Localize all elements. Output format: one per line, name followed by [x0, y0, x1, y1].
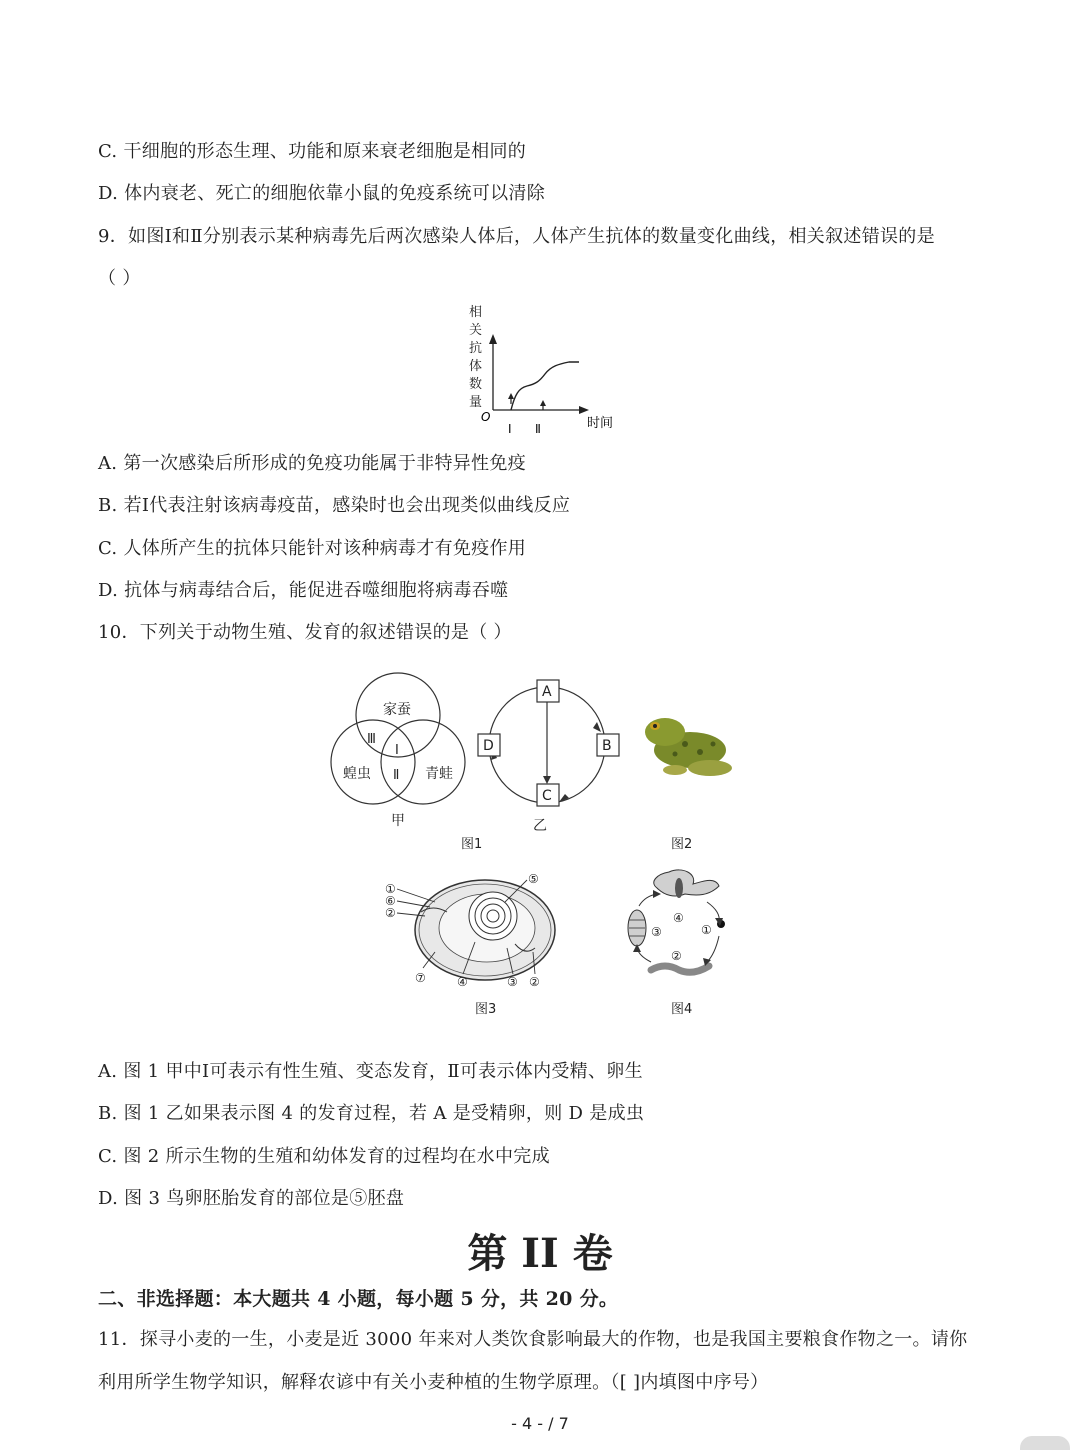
venn-label-locust: 蝗虫 [343, 766, 371, 782]
figure-4-caption: 图4 [671, 1002, 693, 1017]
mark-1-label: Ⅰ [508, 422, 512, 436]
venn-label-silkworm: 家蚕 [383, 702, 411, 718]
figure-3-caption: 图3 [475, 1002, 497, 1017]
q10-option-a: A. 图 1 甲中Ⅰ可表示有性生殖、变态发育，Ⅱ可表示体内受精、卵生 [98, 1061, 643, 1082]
x-axis-label: 时间 [587, 416, 614, 431]
antibody-curve [511, 362, 579, 410]
figure-1-2 [325, 670, 755, 860]
egg-label-5: ⑤ [528, 872, 539, 886]
venn-label-frog: 青蛙 [425, 766, 453, 782]
y-axis-label-char: 相 [469, 305, 483, 320]
q11-stem-line2: 利用所学生物学知识，解释农谚中有关小麦种植的生物学原理。（[ ]内填图中序号） [98, 1372, 769, 1393]
q9-option-b: B. 若Ⅰ代表注射该病毒疫苗，感染时也会出现类似曲线反应 [98, 495, 571, 516]
scroll-corner-indicator [1020, 1436, 1070, 1450]
q9-option-a: A. 第一次感染后所形成的免疫功能属于非特异性免疫 [98, 453, 526, 474]
silkworm-label-4: ④ [673, 911, 684, 925]
silkworm-label-2: ② [671, 949, 682, 963]
egg-label-7: ⑦ [415, 971, 426, 985]
section-2-heading: 二、非选择题：本大题共 4 小题，每小题 5 分，共 20 分。 [98, 1288, 619, 1310]
origin-label: O [481, 410, 491, 424]
label-yi: 乙 [533, 818, 547, 834]
venn-diagram [331, 673, 465, 804]
label-jia: 甲 [391, 813, 405, 829]
venn-region-3: Ⅲ [367, 732, 376, 747]
egg-label-1: ① [385, 882, 396, 896]
figure-2-caption: 图2 [671, 837, 693, 852]
q10-option-c: C. 图 2 所示生物的生殖和幼体发育的过程均在水中完成 [98, 1146, 550, 1167]
y-axis-label-char: 量 [469, 395, 483, 410]
q9-stem-bracket: （ ） [98, 268, 141, 289]
figure-1-caption: 图1 [461, 837, 483, 852]
cycle-box-c: C [542, 788, 552, 804]
frog-image [645, 718, 732, 776]
q9-option-d: D. 抗体与病毒结合后，能促进吞噬细胞将病毒吞噬 [98, 580, 509, 601]
cycle-box-d: D [483, 738, 494, 754]
figure-3-4 [375, 862, 735, 1022]
venn-region-2: Ⅱ [393, 768, 400, 783]
egg-label-2b: ② [529, 975, 540, 989]
y-axis-label-char: 体 [469, 359, 483, 374]
x-axis-arrow [579, 406, 589, 414]
y-axis-label-char: 抗 [469, 341, 483, 356]
q11-stem-line1: 11．探寻小麦的一生，小麦是近 3000 年来对人类饮食影响最大的作物，也是我国主要粮食作物之一。请你 [98, 1329, 968, 1350]
egg-label-2: ② [385, 906, 396, 920]
y-axis-label-char: 关 [469, 323, 483, 338]
q9-stem: 9．如图Ⅰ和Ⅱ分别表示某种病毒先后两次感染人体后，人体产生抗体的数量变化曲线，相关叙述错误的是 [98, 226, 935, 247]
page-number: - 4 - / 7 [511, 1414, 569, 1433]
egg-label-6: ⑥ [385, 894, 396, 908]
cycle-box-a: A [542, 684, 552, 700]
egg-label-3: ③ [507, 975, 518, 989]
y-axis-arrow [489, 334, 497, 344]
q10-option-b: B. 图 1 乙如果表示图 4 的发育过程，若 A 是受精卵，则 D 是成虫 [98, 1103, 645, 1124]
y-axis-label-char: 数 [469, 377, 483, 392]
venn-region-1: Ⅰ [395, 743, 399, 758]
q8-option-c: C. 干细胞的形态生理、功能和原来衰老细胞是相同的 [98, 141, 527, 162]
silkworm-label-3: ③ [651, 925, 662, 939]
q9-option-c: C. 人体所产生的抗体只能针对该种病毒才有免疫作用 [98, 538, 527, 559]
cycle-box-b: B [602, 738, 612, 754]
antibody-graph [455, 300, 635, 445]
silkworm-label-1: ① [701, 923, 712, 937]
egg-label-4: ④ [457, 975, 468, 989]
bird-egg-diagram [397, 880, 555, 980]
section-title: 第 II 卷 [467, 1230, 613, 1277]
mark-2-label: Ⅱ [535, 422, 541, 436]
q10-stem: 10．下列关于动物生殖、发育的叙述错误的是（ ） [98, 622, 512, 643]
q8-option-d: D. 体内衰老、死亡的细胞依靠小鼠的免疫系统可以清除 [98, 183, 546, 204]
q10-option-d: D. 图 3 鸟卵胚胎发育的部位是⑤胚盘 [98, 1188, 405, 1209]
